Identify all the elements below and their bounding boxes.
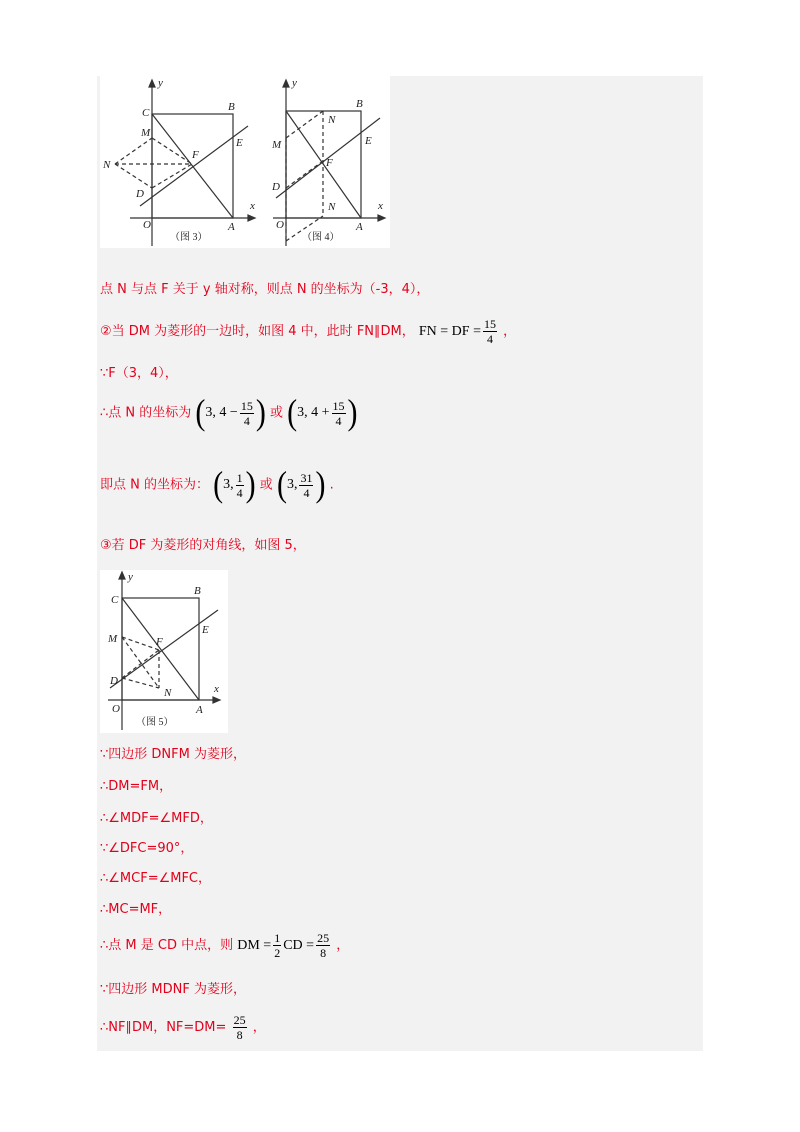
text-line-11: ∴∠MCF=∠MFC， — [100, 871, 212, 886]
fraction-numerator: 25 — [233, 1013, 246, 1027]
fraction-denominator: 4 — [236, 485, 243, 500]
fig4-label-e: E — [365, 135, 372, 147]
fig3-label-n: N — [103, 159, 111, 171]
text-line-12: ∴MC=MF， — [100, 902, 172, 917]
paren-left: ( — [213, 464, 224, 505]
fig3-label-f: F — [192, 149, 199, 161]
fig3-label-o: O — [143, 219, 151, 231]
math-dm-lhs: DM = — [237, 937, 272, 953]
fig4-label-b: B — [356, 98, 363, 110]
text-line-8: ∴DM=FM， — [100, 779, 173, 794]
fig3-label-x: x — [250, 200, 255, 212]
math-nf-dm — [231, 1014, 249, 1041]
paren-right: ) — [315, 464, 326, 505]
fraction-numerator: 15 — [483, 317, 496, 331]
fig3-label-d: D — [136, 188, 144, 200]
fraction-numerator: 1 — [236, 470, 243, 485]
fig4-label-n-bottom: N — [328, 201, 336, 213]
text-line-13-tail: ， — [336, 938, 350, 953]
fig3-label-m: M — [141, 127, 151, 139]
fig3-label-c: C — [142, 107, 150, 119]
text-line-6: ③若 DF 为菱形的对角线，如图 5， — [100, 538, 306, 553]
paren-right: ) — [347, 392, 358, 433]
fraction-15-4-a — [240, 400, 254, 427]
paren-left: ( — [287, 392, 298, 433]
fraction-numerator: 31 — [300, 470, 313, 485]
math-fn-df — [419, 318, 499, 345]
fraction-denominator: 4 — [243, 413, 250, 428]
coord-option-b — [287, 392, 358, 433]
fig5-label-a: A — [196, 704, 203, 716]
fig4-label-f: F — [326, 157, 333, 169]
fig5-label-f: F — [156, 636, 163, 648]
text-line-10: ∵∠DFC=90°， — [100, 841, 194, 856]
coord-result-a-prefix: 3, — [223, 477, 234, 492]
text-line-5 — [100, 464, 334, 505]
text-line-13 — [100, 932, 349, 959]
coord-a-prefix: 3, 4 − — [205, 405, 238, 420]
fraction-1-4 — [236, 472, 244, 499]
coord-result-a — [213, 464, 256, 505]
fig4-label-a: A — [356, 221, 363, 233]
paren-left: ( — [195, 392, 206, 433]
text-line-7: ∵四边形 DNFM 为菱形， — [100, 747, 246, 762]
text-line-3: ∵F（3，4）， — [100, 366, 178, 381]
figure-3-diagram — [100, 76, 270, 248]
figure-4-diagram — [268, 76, 390, 248]
fraction-denominator: 8 — [236, 1028, 243, 1042]
fraction-denominator: 4 — [486, 332, 493, 346]
fraction-denominator: 4 — [303, 485, 310, 500]
fraction-31-4 — [299, 472, 313, 499]
text-line-2 — [100, 318, 516, 345]
fraction-numerator: 1 — [274, 931, 281, 945]
fraction-numerator: 15 — [332, 398, 345, 413]
text-line-4-text: ∴点 N 的坐标为 — [100, 405, 192, 421]
text-or: 或 — [259, 477, 273, 493]
fraction-denominator: 4 — [335, 413, 342, 428]
text-line-14: ∵四边形 MDNF 为菱形， — [100, 982, 246, 997]
text-line-5-text: 即点 N 的坐标为： — [100, 477, 209, 493]
fraction-25-8 — [316, 932, 330, 959]
math-fn-df-lhs: FN = DF = — [418, 323, 481, 339]
fig4-label-y: y — [292, 77, 297, 89]
text-line-13-text: ∴点 M 是 CD 中点，则 — [100, 938, 234, 953]
fig5-label-b: B — [194, 585, 201, 597]
figure-3 — [100, 76, 270, 248]
fig3-label-y: y — [158, 77, 163, 89]
text-line-2-text: ②当 DM 为菱形的一边时，如图 4 中，此时 FN∥DM， — [100, 324, 415, 339]
text-line-4 — [100, 392, 358, 433]
paren-right: ) — [245, 464, 256, 505]
fig5-label-c: C — [111, 594, 119, 606]
coord-b-prefix: 3, 4 + — [297, 405, 330, 420]
fig3-label-e: E — [236, 137, 243, 149]
fig5-label-e: E — [202, 624, 209, 636]
figure-4 — [268, 76, 390, 248]
fig4-label-n-top: N — [328, 114, 336, 126]
math-dm-half-cd — [237, 932, 332, 959]
coord-result-b — [276, 464, 326, 505]
coord-option-a — [195, 392, 266, 433]
fig3-label-a: A — [228, 221, 235, 233]
fraction-15-4 — [483, 318, 497, 345]
fig3-caption: （图 3） — [170, 232, 208, 243]
text-line-9: ∴∠MDF=∠MFD， — [100, 811, 213, 826]
fig5-label-d: D — [110, 675, 118, 687]
fig5-label-m: M — [108, 633, 118, 645]
fraction-denominator: 8 — [320, 946, 327, 960]
fig5-label-n: N — [164, 687, 172, 699]
text-line-1: 点 N 与点 F 关于 y 轴对称，则点 N 的坐标为（-3，4）， — [100, 282, 430, 297]
coord-result-b-prefix: 3, — [286, 477, 298, 492]
fig4-label-x: x — [378, 200, 383, 212]
fig5-caption: （图 5） — [136, 717, 174, 728]
text-line-2-tail: ， — [503, 324, 517, 339]
fraction-25-8-b — [233, 1014, 247, 1041]
fraction-numerator: 15 — [240, 398, 253, 413]
text-line-5-tail: . — [329, 477, 334, 493]
text-line-15-text: ∴NF∥DM，NF=DM= — [100, 1020, 227, 1035]
fig4-label-o: O — [276, 219, 284, 231]
fraction-numerator: 25 — [317, 931, 330, 945]
math-cd-eq: CD = — [283, 937, 315, 953]
fraction-1-2 — [273, 932, 281, 959]
figure-5 — [100, 570, 228, 733]
text-line-15-tail: ， — [252, 1020, 266, 1035]
fig4-label-m: M — [272, 139, 282, 151]
fraction-denominator: 2 — [274, 946, 281, 960]
fig3-label-b: B — [228, 101, 235, 113]
text-or: 或 — [269, 405, 283, 421]
fraction-15-4-b — [332, 400, 346, 427]
fig5-label-x: x — [214, 683, 219, 695]
paren-left: ( — [276, 464, 287, 505]
paren-right: ) — [255, 392, 266, 433]
fig4-label-d: D — [272, 181, 280, 193]
fig5-label-o: O — [112, 703, 120, 715]
figure-5-diagram — [100, 570, 228, 733]
fig4-caption: （图 4） — [302, 232, 340, 243]
text-line-15 — [100, 1014, 266, 1041]
fig5-label-y: y — [128, 571, 133, 583]
